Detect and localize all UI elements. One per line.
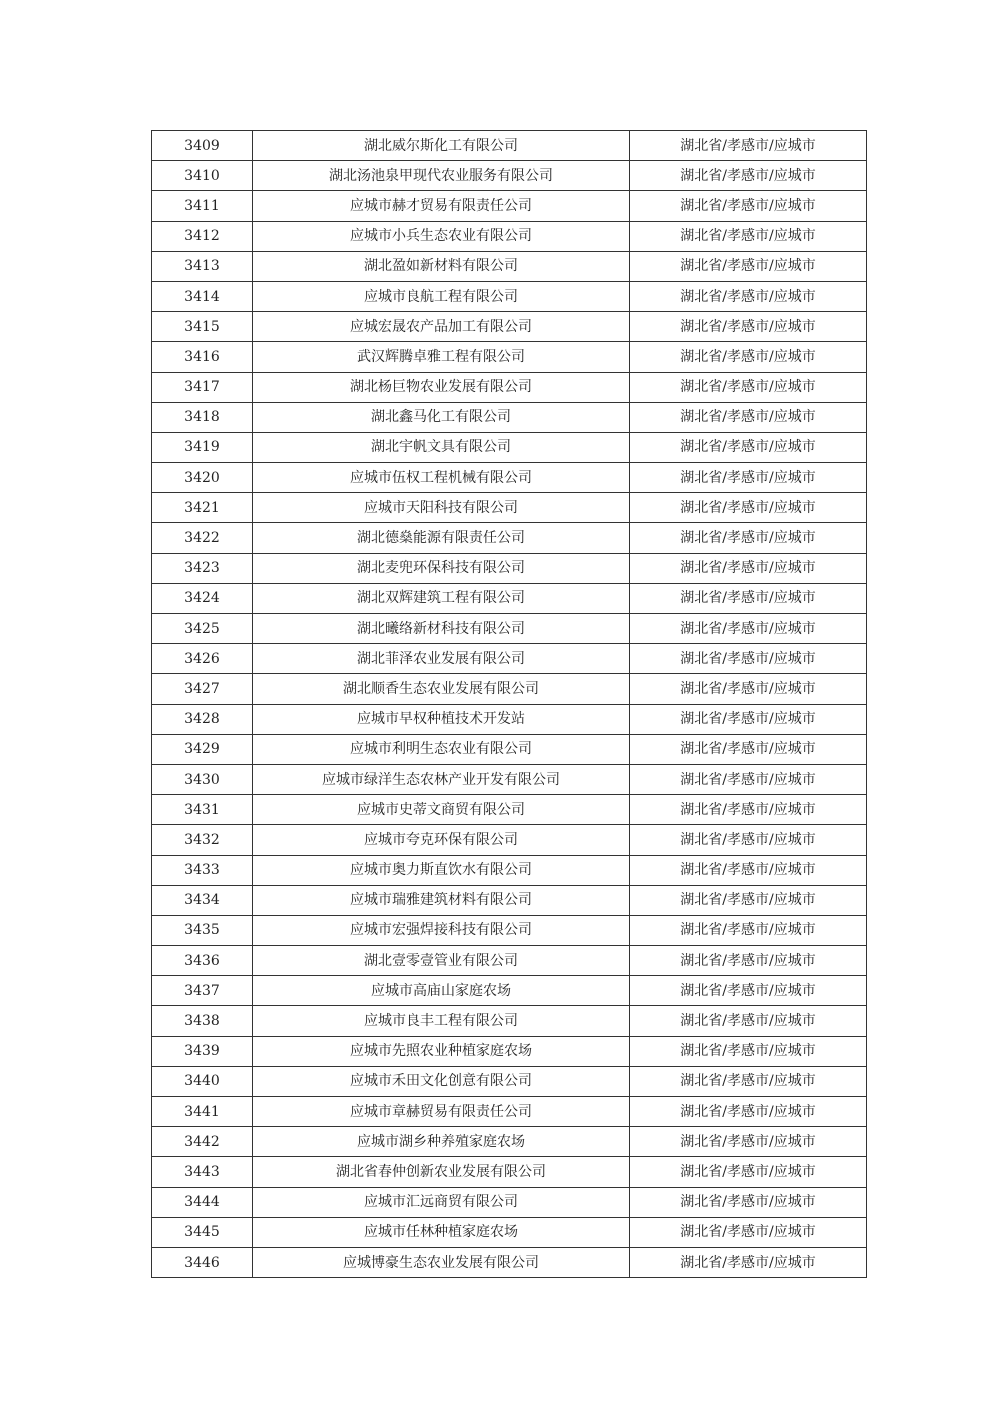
table-row (152, 795, 867, 825)
row-number-cell: 3411 (152, 191, 253, 221)
row-number-cell: 3442 (152, 1127, 253, 1157)
row-number-cell: 3422 (152, 523, 253, 553)
region-cell: 湖北省/孝感市/应城市 (630, 915, 867, 945)
row-number-cell: 3421 (152, 493, 253, 523)
region-cell: 湖北省/孝感市/应城市 (630, 855, 867, 885)
company-name-cell: 湖北杨巨物农业发展有限公司 (253, 372, 630, 402)
company-name-cell: 应城市夸克环保有限公司 (253, 825, 630, 855)
row-number-cell: 3443 (152, 1157, 253, 1187)
region-cell: 湖北省/孝感市/应城市 (630, 825, 867, 855)
region-cell: 湖北省/孝感市/应城市 (630, 372, 867, 402)
company-name-cell: 应城宏晟农产品加工有限公司 (253, 312, 630, 342)
table-row (152, 1217, 867, 1247)
row-number-cell: 3446 (152, 1247, 253, 1277)
company-name-cell: 湖北双辉建筑工程有限公司 (253, 583, 630, 613)
row-number-cell: 3438 (152, 1006, 253, 1036)
company-name-cell: 应城市宏强焊接科技有限公司 (253, 915, 630, 945)
table-row (152, 674, 867, 704)
company-name-cell: 应城市湖乡种养殖家庭农场 (253, 1127, 630, 1157)
region-cell: 湖北省/孝感市/应城市 (630, 764, 867, 794)
region-cell: 湖北省/孝感市/应城市 (630, 191, 867, 221)
table-row (152, 976, 867, 1006)
region-cell: 湖北省/孝感市/应城市 (630, 493, 867, 523)
row-number-cell: 3437 (152, 976, 253, 1006)
row-number-cell: 3444 (152, 1187, 253, 1217)
row-number-cell: 3415 (152, 312, 253, 342)
row-number-cell: 3409 (152, 131, 253, 161)
table-row (152, 372, 867, 402)
row-number-cell: 3431 (152, 795, 253, 825)
row-number-cell: 3423 (152, 553, 253, 583)
region-cell: 湖北省/孝感市/应城市 (630, 583, 867, 613)
company-name-cell: 湖北省春仲创新农业发展有限公司 (253, 1157, 630, 1187)
company-name-cell: 湖北顺香生态农业发展有限公司 (253, 674, 630, 704)
company-name-cell: 应城市史蒂文商贸有限公司 (253, 795, 630, 825)
table-row (152, 855, 867, 885)
company-name-cell: 湖北汤池泉甲现代农业服务有限公司 (253, 161, 630, 191)
table-row (152, 432, 867, 462)
row-number-cell: 3424 (152, 583, 253, 613)
company-name-cell: 应城市高庙山家庭农场 (253, 976, 630, 1006)
region-cell: 湖北省/孝感市/应城市 (630, 161, 867, 191)
table-row (152, 523, 867, 553)
company-name-cell: 湖北宇帆文具有限公司 (253, 432, 630, 462)
company-name-cell: 应城市赫才贸易有限责任公司 (253, 191, 630, 221)
table-row (152, 734, 867, 764)
row-number-cell: 3429 (152, 734, 253, 764)
region-cell: 湖北省/孝感市/应城市 (630, 463, 867, 493)
region-cell: 湖北省/孝感市/应城市 (630, 251, 867, 281)
region-cell: 湖北省/孝感市/应城市 (630, 221, 867, 251)
region-cell: 湖北省/孝感市/应城市 (630, 795, 867, 825)
row-number-cell: 3419 (152, 432, 253, 462)
table-row (152, 1097, 867, 1127)
company-name-cell: 湖北麦兜环保科技有限公司 (253, 553, 630, 583)
company-name-cell: 应城市任林种植家庭农场 (253, 1217, 630, 1247)
table-row (152, 553, 867, 583)
row-number-cell: 3439 (152, 1036, 253, 1066)
row-number-cell: 3435 (152, 915, 253, 945)
row-number-cell: 3410 (152, 161, 253, 191)
row-number-cell: 3425 (152, 614, 253, 644)
row-number-cell: 3432 (152, 825, 253, 855)
row-number-cell: 3417 (152, 372, 253, 402)
table-row (152, 402, 867, 432)
region-cell: 湖北省/孝感市/应城市 (630, 674, 867, 704)
company-name-cell: 应城市禾田文化创意有限公司 (253, 1066, 630, 1096)
table-row (152, 1006, 867, 1036)
table-row (152, 312, 867, 342)
row-number-cell: 3412 (152, 221, 253, 251)
table-row (152, 493, 867, 523)
region-cell: 湖北省/孝感市/应城市 (630, 734, 867, 764)
row-number-cell: 3441 (152, 1097, 253, 1127)
region-cell: 湖北省/孝感市/应城市 (630, 281, 867, 311)
table-row (152, 764, 867, 794)
company-name-cell: 应城市绿洋生态农林产业开发有限公司 (253, 764, 630, 794)
region-cell: 湖北省/孝感市/应城市 (630, 1097, 867, 1127)
company-name-cell: 应城市小兵生态农业有限公司 (253, 221, 630, 251)
company-name-cell: 湖北盈如新材料有限公司 (253, 251, 630, 281)
table-row (152, 583, 867, 613)
table-row (152, 131, 867, 161)
company-name-cell: 湖北菲泽农业发展有限公司 (253, 644, 630, 674)
table-row (152, 1066, 867, 1096)
region-cell: 湖北省/孝感市/应城市 (630, 885, 867, 915)
region-cell: 湖北省/孝感市/应城市 (630, 1127, 867, 1157)
table-row (152, 885, 867, 915)
row-number-cell: 3440 (152, 1066, 253, 1096)
region-cell: 湖北省/孝感市/应城市 (630, 553, 867, 583)
company-name-cell: 应城市瑞雅建筑材料有限公司 (253, 885, 630, 915)
row-number-cell: 3426 (152, 644, 253, 674)
row-number-cell: 3414 (152, 281, 253, 311)
table-row (152, 614, 867, 644)
table-row (152, 1187, 867, 1217)
region-cell: 湖北省/孝感市/应城市 (630, 342, 867, 372)
table-row (152, 915, 867, 945)
company-name-cell: 湖北威尔斯化工有限公司 (253, 131, 630, 161)
row-number-cell: 3428 (152, 704, 253, 734)
table-row (152, 1036, 867, 1066)
region-cell: 湖北省/孝感市/应城市 (630, 1006, 867, 1036)
row-number-cell: 3445 (152, 1217, 253, 1247)
region-cell: 湖北省/孝感市/应城市 (630, 976, 867, 1006)
row-number-cell: 3418 (152, 402, 253, 432)
company-name-cell: 湖北鑫马化工有限公司 (253, 402, 630, 432)
region-cell: 湖北省/孝感市/应城市 (630, 1247, 867, 1277)
region-cell: 湖北省/孝感市/应城市 (630, 644, 867, 674)
table-row (152, 221, 867, 251)
row-number-cell: 3433 (152, 855, 253, 885)
row-number-cell: 3427 (152, 674, 253, 704)
region-cell: 湖北省/孝感市/应城市 (630, 946, 867, 976)
table-row (152, 825, 867, 855)
company-name-cell: 应城市伍权工程机械有限公司 (253, 463, 630, 493)
table-row (152, 704, 867, 734)
table-row (152, 251, 867, 281)
company-name-cell: 应城市汇远商贸有限公司 (253, 1187, 630, 1217)
table-row (152, 1247, 867, 1277)
company-name-cell: 应城市良航工程有限公司 (253, 281, 630, 311)
region-cell: 湖北省/孝感市/应城市 (630, 1036, 867, 1066)
company-list-table (151, 130, 867, 1278)
region-cell: 湖北省/孝感市/应城市 (630, 1217, 867, 1247)
region-cell: 湖北省/孝感市/应城市 (630, 704, 867, 734)
row-number-cell: 3413 (152, 251, 253, 281)
region-cell: 湖北省/孝感市/应城市 (630, 131, 867, 161)
region-cell: 湖北省/孝感市/应城市 (630, 1187, 867, 1217)
table-body (152, 131, 867, 1278)
company-name-cell: 应城市早权种植技术开发站 (253, 704, 630, 734)
table-row (152, 191, 867, 221)
company-name-cell: 武汉辉腾卓雅工程有限公司 (253, 342, 630, 372)
row-number-cell: 3420 (152, 463, 253, 493)
region-cell: 湖北省/孝感市/应城市 (630, 614, 867, 644)
row-number-cell: 3436 (152, 946, 253, 976)
table-row (152, 161, 867, 191)
region-cell: 湖北省/孝感市/应城市 (630, 1066, 867, 1096)
region-cell: 湖北省/孝感市/应城市 (630, 1157, 867, 1187)
company-name-cell: 湖北壹零壹管业有限公司 (253, 946, 630, 976)
region-cell: 湖北省/孝感市/应城市 (630, 523, 867, 553)
table-row (152, 342, 867, 372)
company-name-cell: 应城市利明生态农业有限公司 (253, 734, 630, 764)
row-number-cell: 3434 (152, 885, 253, 915)
table-row (152, 281, 867, 311)
region-cell: 湖北省/孝感市/应城市 (630, 402, 867, 432)
company-name-cell: 湖北曦络新材科技有限公司 (253, 614, 630, 644)
company-name-cell: 应城市章赫贸易有限责任公司 (253, 1097, 630, 1127)
row-number-cell: 3430 (152, 764, 253, 794)
table-row (152, 463, 867, 493)
region-cell: 湖北省/孝感市/应城市 (630, 312, 867, 342)
table-row (152, 644, 867, 674)
company-name-cell: 应城博豪生态农业发展有限公司 (253, 1247, 630, 1277)
table-row (152, 1127, 867, 1157)
region-cell: 湖北省/孝感市/应城市 (630, 432, 867, 462)
company-name-cell: 应城市奥力斯直饮水有限公司 (253, 855, 630, 885)
company-name-cell: 湖北德燊能源有限责任公司 (253, 523, 630, 553)
company-name-cell: 应城市良丰工程有限公司 (253, 1006, 630, 1036)
company-name-cell: 应城市天阳科技有限公司 (253, 493, 630, 523)
table-row (152, 1157, 867, 1187)
row-number-cell: 3416 (152, 342, 253, 372)
table-row (152, 946, 867, 976)
company-name-cell: 应城市先照农业种植家庭农场 (253, 1036, 630, 1066)
